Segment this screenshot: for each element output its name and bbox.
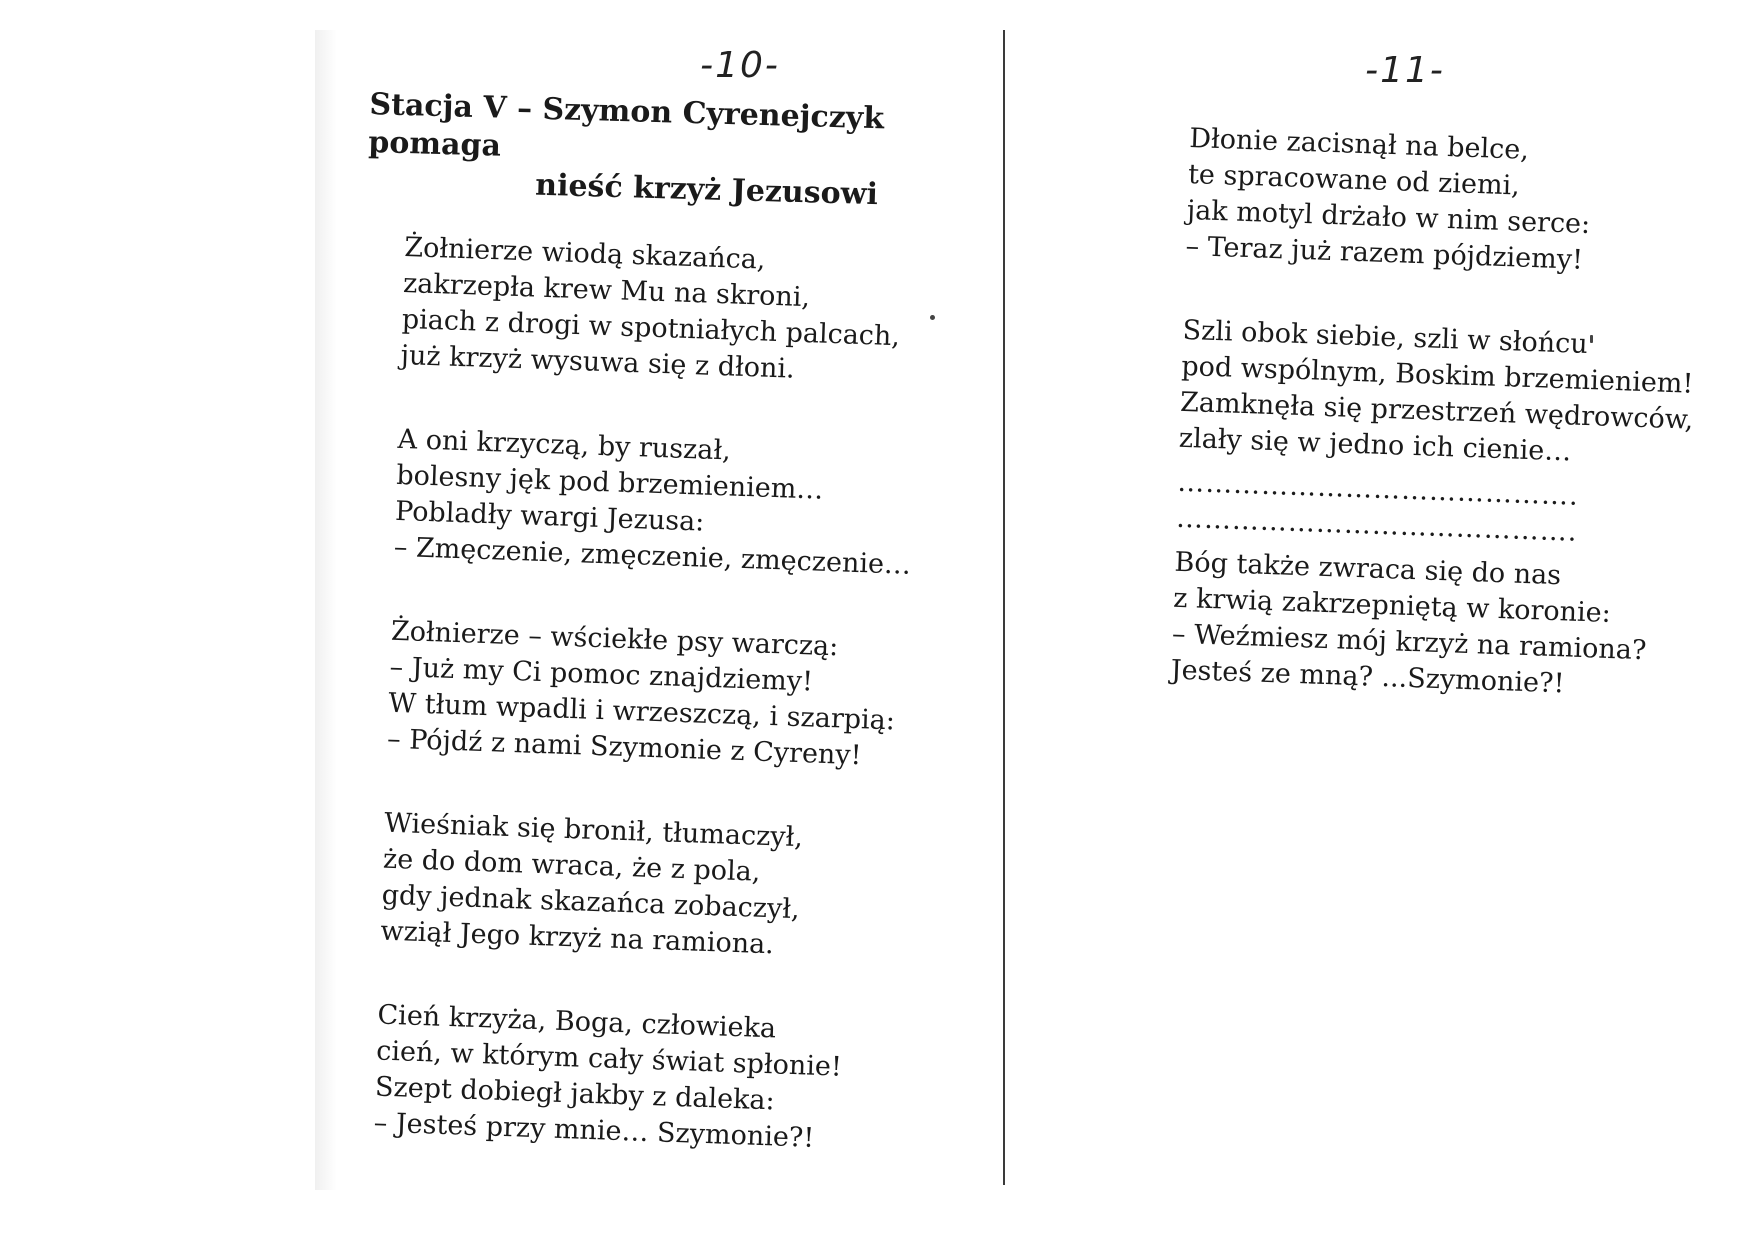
stanza	[400, 230, 990, 394]
poem-line: zakrzepła krew Mu na skroni,	[402, 267, 811, 314]
poem-line: – Jesteś przy mnie… Szymonie?!	[373, 1107, 815, 1154]
poem-line: – Zmęczenie, zmęczenie, zmęczenie…	[393, 531, 912, 581]
stanza	[387, 614, 977, 778]
scan-speck	[930, 315, 935, 320]
poem-line: cień, w którym cały świat spłonie!	[375, 1035, 843, 1083]
poem-line: – Już my Ci pomoc znajdziemy!	[389, 651, 814, 698]
poem-line: Cień krzyża, Boga, człowieka	[377, 999, 777, 1045]
poem-line: jak motyl drżało w nim serce:	[1186, 194, 1591, 241]
poem-line: Żołnierze wiodą skazańca,	[403, 231, 766, 276]
poem-line: – Weźmiesz mój krzyż na ramiona?	[1171, 618, 1647, 667]
stanza	[1178, 313, 1718, 476]
poem-line: wziął Jego krzyż na ramiona.	[379, 915, 775, 961]
stanza	[380, 806, 970, 970]
poem-line: z krwią zakrzepniętą w koronie:	[1172, 582, 1612, 629]
left-page-number: -10-	[700, 45, 780, 86]
poem-line: bolesny jęk pod brzemieniem…	[395, 459, 824, 506]
stanza	[373, 998, 963, 1162]
right-poem	[1170, 121, 1724, 707]
poem-line: Jesteś ze mną? ...Szymonie?!	[1170, 654, 1565, 700]
poem-line: już krzyż wysuwa się z dłoni.	[400, 339, 796, 385]
station-title	[367, 86, 990, 217]
poem-line: Dłonie zacisnął na belce,	[1188, 122, 1530, 166]
poem-line: A oni krzyczą, by ruszał,	[397, 423, 732, 467]
poem-line: pod wspólnym, Boskim brzemieniem!	[1180, 350, 1694, 400]
poem-line: Wieśniak się bronił, tłumaczył,	[383, 807, 804, 854]
stanza	[393, 422, 983, 586]
right-page	[1165, 50, 1725, 737]
scan-speck	[1590, 335, 1593, 343]
poem-line: W tłum wpadli i wrzeszczą, i szarpią:	[387, 687, 896, 737]
stanza	[1170, 545, 1710, 708]
poem-line: Szept dobiegł jakby z daleka:	[374, 1071, 776, 1117]
station-title-line-1: Stacja V – Szymon Cyrenejczyk pomaga	[367, 86, 885, 164]
stanza	[1185, 121, 1725, 284]
poem-line: Pobladły wargi Jezusa:	[394, 495, 705, 538]
left-poem	[373, 230, 989, 1162]
poem-line: zlały się w jedno ich cienie…	[1178, 422, 1572, 468]
right-page-number: -11-	[1365, 50, 1445, 91]
poem-line: te spracowane od ziemi,	[1187, 158, 1521, 202]
poem-line: Żołnierze – wściekłe psy warczą:	[390, 615, 839, 663]
poem-line: gdy jednak skazańca zobaczył,	[381, 879, 801, 926]
left-page	[367, 45, 990, 1190]
poem-line: – Pójdź z nami Szymonie z Cyreny!	[386, 723, 862, 772]
poem-line: Szli obok siebie, szli w słońcu	[1182, 314, 1589, 361]
poem-line: Bóg także zwraca się do nas	[1174, 546, 1562, 592]
dotted-line: …………………………………….	[1175, 502, 1579, 548]
poem-line: – Teraz już razem pójdziemy!	[1185, 230, 1584, 276]
scan-edge-shadow	[315, 30, 337, 1190]
book-spine-divider	[1003, 30, 1005, 1185]
poem-line: piach z drogi w spotniałych palcach,	[401, 303, 901, 353]
dotted-line: …………………………………….	[1176, 466, 1580, 512]
poem-line: że do dom wraca, że z pola,	[382, 843, 761, 888]
station-title-line-2: nieść krzyż Jezusowi	[534, 167, 879, 213]
ellipsis-lines	[1175, 465, 1712, 556]
poem-line: Zamknęła się przestrzeń wędrowców,	[1179, 386, 1694, 436]
